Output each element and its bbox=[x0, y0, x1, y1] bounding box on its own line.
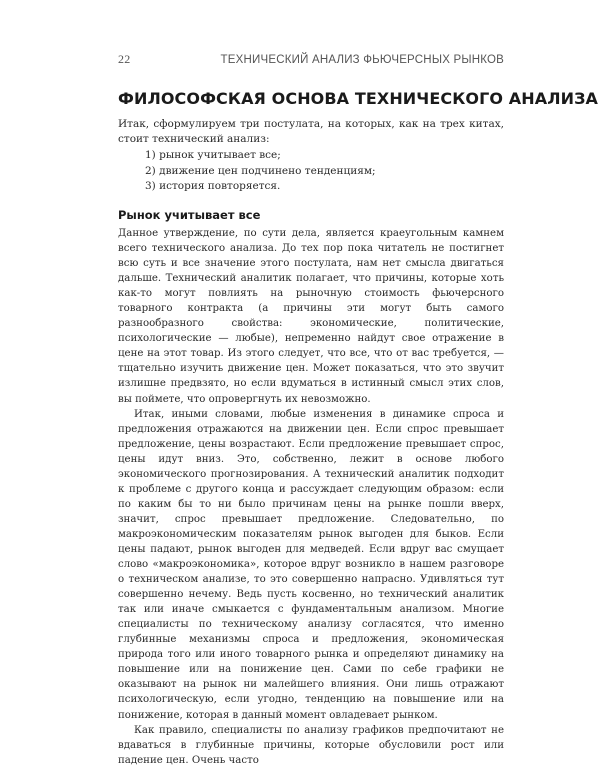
list-item: 2) движение цен подчинено тенденциям; bbox=[145, 164, 376, 177]
body-text bbox=[118, 226, 504, 768]
postulate-list bbox=[145, 148, 376, 195]
section-title: Рынок учитывает все bbox=[118, 208, 261, 222]
running-title: ТЕХНИЧЕСКИЙ АНАЛИЗ ФЬЮЧЕРСНЫХ РЫНКОВ bbox=[220, 54, 504, 66]
chapter-title: ФИЛОСОФСКАЯ ОСНОВА ТЕХНИЧЕСКОГО АНАЛИЗА bbox=[118, 89, 599, 108]
body-paragraph: Данное утверждение, по сути дела, является краеугольным камнем всего технического анализа. До тех пор пока читатель не постигнет всю суть и все значение этого постулата, нам нет смысла двигаться дальше. Технический аналитик полагает, что причины, которые хоть как-то могут повлиять на рыночную стоимость фьючерсного товарного контракта (а причины эти могут быть самого разнообразного свойства: экономические, политические, психологические — любые), непременно найдут свое отражение в цене на этот товар. Из этого следует, что все, что от вас требуется, — тщательно изучить движение цен. Может показаться, что это звучит излишне предвзято, но если вдуматься в истинный смысл этих слов, вы поймете, что опровергнуть их невозможно. bbox=[118, 228, 504, 405]
page-number: 22 bbox=[118, 52, 131, 66]
running-header bbox=[118, 52, 504, 67]
intro-paragraph: Итак, сформулируем три постулата, на которых, как на трех китах, стоит технический анализ: bbox=[118, 118, 504, 145]
list-item: 3) история повторяется. bbox=[145, 180, 281, 192]
body-paragraph: Итак, иными словами, любые изменения в динамике спроса и предложения отражаются на движении цен. Если спрос превышает предложение, цены возрастают. Если предложение превышает спрос, цены идут вниз. Это, собственно, лежит в основе любого экономического прогнозирования. А технический аналитик подходит к проблеме с другого конца и рассуждает следующим образом: если по каким бы то ни было причинам цены на рынке пошли вверх, значит, спрос превышает предложение. Следовательно, по макроэкономическим показателям рынок выгоден для быков. Если цены падают, рынок выгоден для медведей. Если вдруг вас смущает слово «макроэкономика», которое вдруг возникло в нашем разговоре о техническом анализе, то это совершенно напрасно. Удивляться тут совершенно нечему. Ведь пусть косвенно, но технический аналитик так или иначе смыкается с фундаментальным анализом. Многие специалисты по техническому анализу согласятся, что именно глубинные механизмы спроса и предложения, экономическая природа того или иного товарного рынка и определяют динамику на повышение или на понижение цен. Сами по себе графики не оказывают на рынок ни малейшего влияния. Они лишь отражают психологическую, если угодно, тенденцию на повышение или на понижение, которая в данный момент овладевает рынком. bbox=[118, 408, 504, 721]
list-item: 1) рынок учитывает все; bbox=[145, 149, 281, 161]
body-paragraph: Как правило, специалисты по анализу графиков предпочитают не вдаваться в глубинные причины, которые обусловили рост или падение цен. Очень часто bbox=[118, 724, 504, 766]
